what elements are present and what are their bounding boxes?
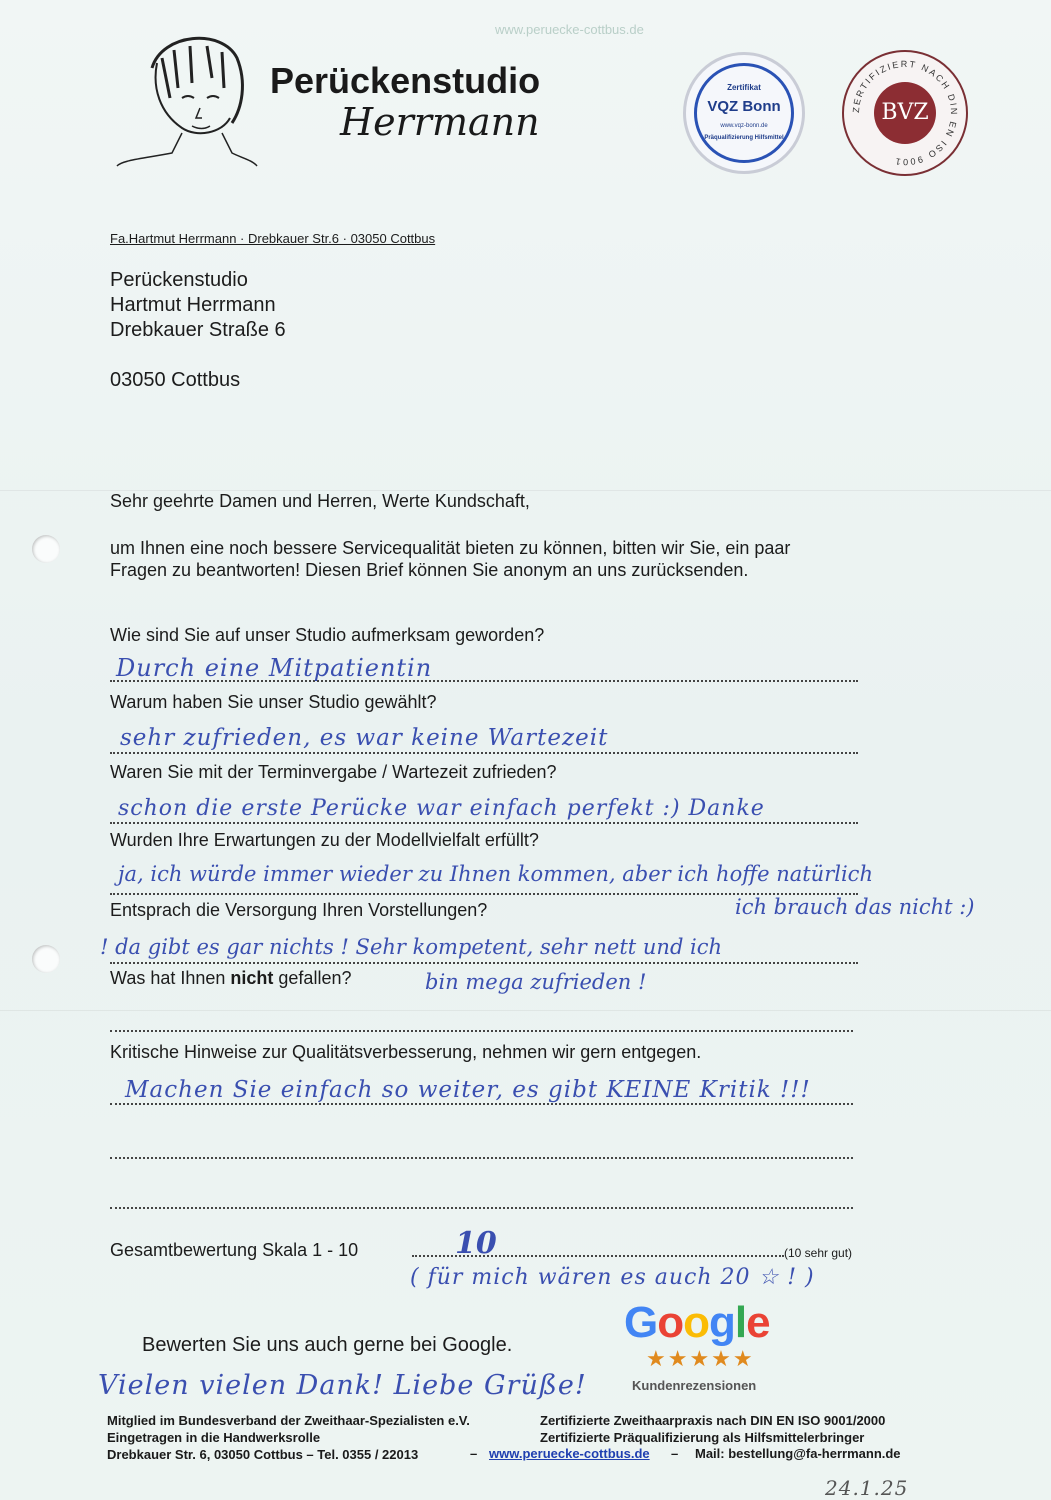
address-line: 03050 Cottbus <box>110 369 241 391</box>
answer-3: schon die erste Perücke war einfach perfekt :) Danke <box>118 796 765 821</box>
answer-line <box>110 962 858 964</box>
google-letter: o <box>683 1298 710 1347</box>
google-letter: G <box>624 1298 658 1347</box>
question-6-text: Was hat Ihnen <box>110 968 231 988</box>
paper-fold <box>0 1010 1051 1011</box>
answer-line <box>110 822 858 824</box>
footer-left <box>107 1412 470 1463</box>
google-logo <box>624 1298 770 1348</box>
question-6-text: gefallen? <box>273 968 352 988</box>
answer-line <box>110 1030 853 1032</box>
vqz-line1: Zertifikat <box>727 83 761 92</box>
question-6-emphasis: nicht <box>230 968 274 988</box>
question-7: Kritische Hinweise zur Qualitätsverbesserung, nehmen wir gern entgegen. <box>110 1042 702 1062</box>
google-caption: Kundenrezensionen <box>632 1378 757 1393</box>
answer-line <box>110 1207 853 1209</box>
rating-suffix: (10 sehr gut) <box>784 1246 853 1260</box>
question-3: Waren Sie mit der Terminvergabe / Wartezeit zufrieden? <box>110 762 557 782</box>
answer-2: sehr zufrieden, es war keine Wartezeit <box>120 725 609 751</box>
question-6 <box>110 968 351 989</box>
thanks-note: Vielen vielen Dank! Liebe Grüße! <box>98 1370 587 1401</box>
brand-name: Perückenstudio <box>270 60 541 101</box>
vqz-line4: Präqualifizierung Hilfsmittel <box>704 135 784 141</box>
footer-line: Zertifizierte Zweithaarpraxis nach DIN EN ISO 9001/2000 <box>540 1413 886 1428</box>
bvz-logo: BVZ <box>874 82 936 144</box>
rating-note: ( für mich wären es auch 20 ☆ ! ) <box>410 1265 815 1290</box>
footer-right <box>540 1412 885 1446</box>
sender-line: Fa.Hartmut Herrmann · Drebkauer Str.6 · 03050 Cottbus <box>110 231 436 246</box>
bvz-seal <box>842 50 968 176</box>
answer-1: Durch eine Mitpatientin <box>116 654 433 682</box>
address-line: Drebkauer Straße 6 <box>110 319 286 341</box>
vqz-seal <box>683 52 805 174</box>
punch-hole <box>32 535 60 563</box>
punch-hole <box>32 945 60 973</box>
question-4: Wurden Ihre Erwartungen zu der Modellvielfalt erfüllt? <box>110 830 539 850</box>
salutation: Sehr geehrte Damen und Herren, Werte Kundschaft, <box>110 491 530 511</box>
website-link[interactable]: www.peruecke-cottbus.de <box>489 1446 650 1461</box>
answer-line <box>110 752 858 754</box>
google-letter: e <box>746 1298 770 1347</box>
vqz-line3: www.vqz-bonn.de <box>720 123 768 129</box>
footer-mail: Mail: bestellung@fa-herrmann.de <box>695 1446 901 1461</box>
answer-5-line1: ! da gibt es gar nichts ! Sehr kompetent, sehr nett und ich <box>100 935 723 959</box>
footer-line: Mitglied im Bundesverband der Zweithaar-Spezialisten e.V. <box>107 1413 470 1428</box>
address-line: Perückenstudio <box>110 269 248 291</box>
rating-value: 10 <box>455 1226 497 1261</box>
footer-dash: – <box>671 1446 679 1461</box>
footer-line: Zertifizierte Präqualifizierung als Hilfsmittelerbringer <box>540 1430 865 1445</box>
answer-line <box>110 1103 853 1105</box>
answer-5-line2: bin mega zufrieden ! <box>425 970 647 994</box>
rating-label: Gesamtbewertung Skala 1 - 10 <box>110 1240 359 1260</box>
question-5: Entsprach die Versorgung Ihren Vorstellungen? <box>110 900 488 920</box>
footer-line: Eingetragen in die Handwerksrolle <box>107 1430 321 1445</box>
footer-line: Drebkauer Str. 6, 03050 Cottbus – Tel. 0355 / 22013 <box>107 1447 419 1462</box>
google-stars: ★★★★★ <box>646 1346 755 1371</box>
google-letter: g <box>709 1298 735 1347</box>
faded-url: www.peruecke-cottbus.de <box>495 22 644 37</box>
footer-dash: – <box>470 1446 478 1461</box>
answer-4-line1: ja, ich würde immer wieder zu Ihnen kommen, aber ich hoffe natürlich <box>118 862 873 886</box>
address-line: Hartmut Herrmann <box>110 294 276 316</box>
brand-signature: Herrmann <box>340 100 540 144</box>
question-1: Wie sind Sie auf unser Studio aufmerksam geworden? <box>110 625 545 645</box>
google-letter: l <box>734 1298 747 1347</box>
google-prompt: Bewerten Sie uns auch gerne bei Google. <box>142 1334 513 1356</box>
intro-line: um Ihnen eine noch bessere Servicequalität bieten zu können, bitten wir Sie, ein paar <box>110 538 791 558</box>
google-letter: o <box>657 1298 684 1347</box>
bvz-ring-text: ZERTIFIZIERT NACH DIN EN ISO 9001 <box>850 58 960 168</box>
vqz-line2: VQZ Bonn <box>707 98 781 115</box>
intro-line: Fragen zu beantworten! Diesen Brief können Sie anonym an uns zurücksenden. <box>110 560 749 580</box>
recipient-address <box>110 268 286 393</box>
corner-note: 24.1.25 <box>825 1476 909 1500</box>
question-2: Warum haben Sie unser Studio gewählt? <box>110 692 437 712</box>
answer-line <box>110 1157 853 1159</box>
answer-7: Machen Sie einfach so weiter, es gibt KEINE Kritik !!! <box>125 1077 811 1103</box>
woman-sketch-logo <box>112 28 262 168</box>
answer-4-line2: ich brauch das nicht :) <box>735 895 975 919</box>
